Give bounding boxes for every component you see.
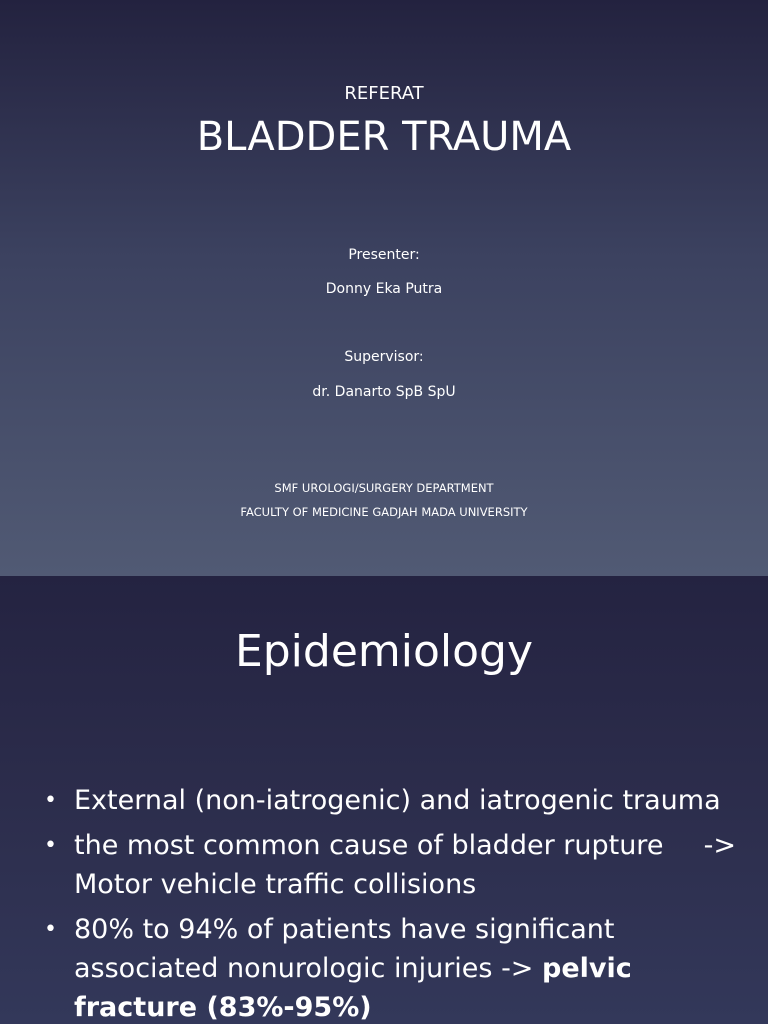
slide-heading: Epidemiology <box>234 626 534 677</box>
bullet-icon: • <box>44 917 57 942</box>
supervisor-label: Supervisor: <box>344 349 424 365</box>
department-line-2: FACULTY OF MEDICINE GADJAH MADA UNIVERSITY <box>240 505 528 519</box>
bullet-icon: • <box>44 833 57 858</box>
bullet-item <box>44 910 734 1024</box>
supervisor-name: dr. Danarto SpB SpU <box>312 384 456 400</box>
bullet-text: Motor vehicle traffic collisions <box>74 869 477 900</box>
slide-kicker: REFERAT <box>344 83 424 104</box>
bullet-text: the most common cause of bladder rupture <box>74 830 664 861</box>
arrow-text: -> <box>703 830 736 861</box>
bullet-text: External (non-iatrogenic) and iatrogenic trauma <box>74 785 721 816</box>
department-line-1: SMF UROLOGI/SURGERY DEPARTMENT <box>274 481 494 495</box>
bullet-bold-text: pelvic fracture (83%-95%) <box>74 953 632 1023</box>
epidemiology-slide <box>0 576 768 1024</box>
bullet-icon: • <box>44 788 57 813</box>
bullet-item <box>44 826 734 904</box>
bullet-item <box>44 781 734 820</box>
slide-title: BLADDER TRAUMA <box>196 114 572 160</box>
bullet-list <box>44 781 734 1024</box>
bullet-text: 80% to 94% of patients have significant associated nonurologic injuries -> <box>74 914 615 984</box>
presenter-name: Donny Eka Putra <box>325 281 443 297</box>
presenter-label: Presenter: <box>348 247 420 263</box>
